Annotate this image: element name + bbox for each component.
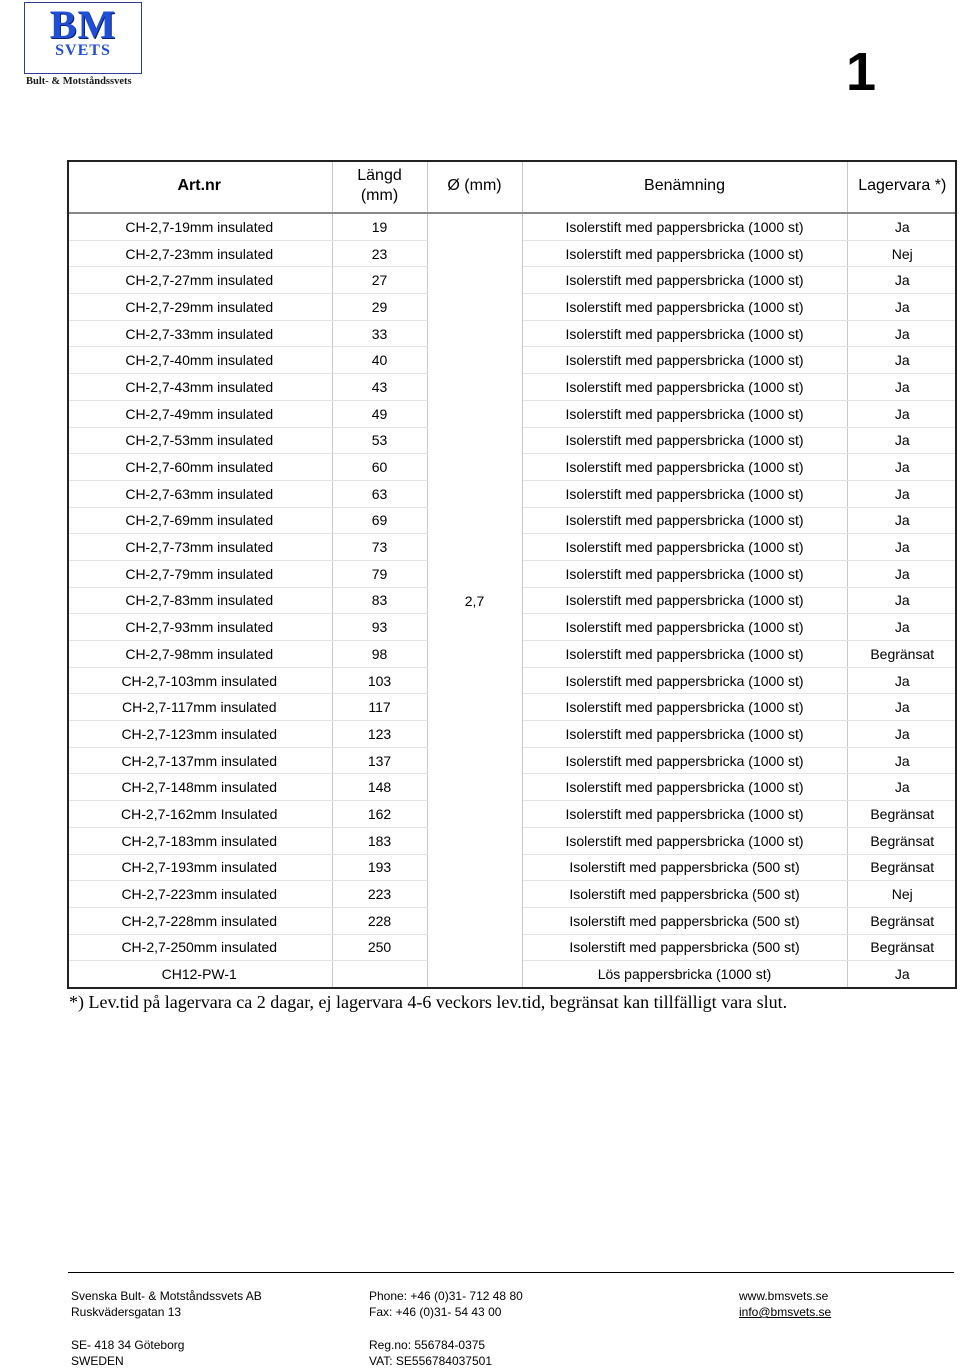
cell-art-nr: CH-2,7-228mm insulated	[67, 907, 332, 934]
cell-length: 93	[332, 614, 427, 641]
cell-name: Isolerstift med pappersbricka (1000 st)	[522, 427, 847, 454]
cell-art-nr: CH-2,7-69mm insulated	[67, 507, 332, 534]
cell-art-nr: CH-2,7-98mm insulated	[67, 641, 332, 668]
cell-art-nr: CH-2,7-53mm insulated	[67, 427, 332, 454]
cell-art-nr: CH-2,7-40mm insulated	[67, 347, 332, 374]
cell-art-nr: CH-2,7-83mm insulated	[67, 587, 332, 614]
footer-email-link[interactable]: info@bmsvets.se	[739, 1305, 832, 1319]
cell-name: Isolerstift med pappersbricka (1000 st)	[522, 641, 847, 668]
header-stock: Lagervara *)	[847, 160, 957, 213]
cell-art-nr: CH-2,7-250mm insulated	[67, 934, 332, 961]
logo-bm-text: BM	[49, 2, 117, 47]
cell-length: 49	[332, 400, 427, 427]
footer-vat: VAT: SE556784037501	[369, 1354, 492, 1368]
cell-stock: Ja	[847, 667, 957, 694]
cell-art-nr: CH-2,7-183mm insulated	[67, 827, 332, 854]
cell-stock: Ja	[847, 961, 957, 988]
cell-name: Isolerstift med pappersbricka (500 st)	[522, 934, 847, 961]
page-number: 1	[846, 42, 877, 102]
cell-art-nr: CH12-PW-1	[67, 961, 332, 988]
cell-name: Isolerstift med pappersbricka (1000 st)	[522, 240, 847, 267]
cell-length: 43	[332, 374, 427, 401]
cell-stock: Ja	[847, 347, 957, 374]
cell-stock: Ja	[847, 614, 957, 641]
header-diameter: Ø (mm)	[427, 160, 522, 213]
footer-phone: Phone: +46 (0)31- 712 48 80	[369, 1289, 523, 1303]
cell-stock: Begränsat	[847, 907, 957, 934]
cell-stock: Begränsat	[847, 641, 957, 668]
cell-name: Isolerstift med pappersbricka (1000 st)	[522, 454, 847, 481]
cell-name: Isolerstift med pappersbricka (500 st)	[522, 854, 847, 881]
cell-art-nr: CH-2,7-148mm insulated	[67, 774, 332, 801]
cell-name: Isolerstift med pappersbricka (1000 st)	[522, 507, 847, 534]
cell-art-nr: CH-2,7-29mm insulated	[67, 294, 332, 321]
header-art-nr: Art.nr	[67, 160, 332, 213]
cell-stock: Ja	[847, 400, 957, 427]
cell-length: 29	[332, 294, 427, 321]
logo-tagline: Bult- & Motståndssvets	[26, 76, 132, 87]
cell-name: Isolerstift med pappersbricka (1000 st)	[522, 480, 847, 507]
cell-stock: Ja	[847, 721, 957, 748]
cell-length: 53	[332, 427, 427, 454]
cell-name: Isolerstift med pappersbricka (1000 st)	[522, 347, 847, 374]
cell-length	[332, 961, 427, 988]
cell-name: Isolerstift med pappersbricka (500 st)	[522, 907, 847, 934]
cell-stock: Begränsat	[847, 801, 957, 828]
cell-name: Isolerstift med pappersbricka (1000 st)	[522, 747, 847, 774]
cell-art-nr: CH-2,7-162mm Insulated	[67, 801, 332, 828]
cell-name: Isolerstift med pappersbricka (1000 st)	[522, 801, 847, 828]
cell-length: 79	[332, 560, 427, 587]
cell-name: Isolerstift med pappersbricka (1000 st)	[522, 721, 847, 748]
cell-length: 250	[332, 934, 427, 961]
footer-website[interactable]: www.bmsvets.se	[739, 1289, 829, 1303]
footer-city: SE- 418 34 Göteborg	[71, 1338, 185, 1352]
cell-length: 69	[332, 507, 427, 534]
cell-length: 117	[332, 694, 427, 721]
header-length	[332, 160, 427, 213]
cell-name: Isolerstift med pappersbricka (1000 st)	[522, 560, 847, 587]
cell-art-nr: CH-2,7-63mm insulated	[67, 480, 332, 507]
cell-art-nr: CH-2,7-223mm insulated	[67, 881, 332, 908]
cell-art-nr: CH-2,7-79mm insulated	[67, 560, 332, 587]
cell-stock: Ja	[847, 507, 957, 534]
footer-divider	[68, 1272, 954, 1273]
cell-art-nr: CH-2,7-33mm insulated	[67, 320, 332, 347]
cell-length: 103	[332, 667, 427, 694]
footer-country: SWEDEN	[71, 1354, 124, 1368]
cell-length: 23	[332, 240, 427, 267]
cell-art-nr: CH-2,7-93mm insulated	[67, 614, 332, 641]
cell-name: Isolerstift med pappersbricka (1000 st)	[522, 614, 847, 641]
cell-art-nr: CH-2,7-19mm insulated	[67, 213, 332, 240]
cell-art-nr: CH-2,7-49mm insulated	[67, 400, 332, 427]
cell-name: Isolerstift med pappersbricka (1000 st)	[522, 213, 847, 240]
cell-name: Isolerstift med pappersbricka (1000 st)	[522, 667, 847, 694]
cell-art-nr: CH-2,7-43mm insulated	[67, 374, 332, 401]
cell-art-nr: CH-2,7-27mm insulated	[67, 267, 332, 294]
footnote: *) Lev.tid på lagervara ca 2 dagar, ej lagervara 4-6 veckors lev.tid, begränsat kan tillfälligt vara slut.	[69, 992, 788, 1012]
cell-stock: Ja	[847, 427, 957, 454]
cell-length: 228	[332, 907, 427, 934]
footer-company: Svenska Bult- & Motståndssvets AB	[71, 1289, 262, 1303]
cell-name: Isolerstift med pappersbricka (1000 st)	[522, 774, 847, 801]
cell-stock: Begränsat	[847, 854, 957, 881]
company-logo	[24, 2, 142, 74]
cell-stock: Ja	[847, 480, 957, 507]
cell-stock: Begränsat	[847, 934, 957, 961]
cell-art-nr: CH-2,7-193mm insulated	[67, 854, 332, 881]
cell-length: 98	[332, 641, 427, 668]
cell-length: 137	[332, 747, 427, 774]
cell-name: Isolerstift med pappersbricka (1000 st)	[522, 587, 847, 614]
footer-street: Ruskvädersgatan 13	[71, 1305, 182, 1319]
cell-name: Isolerstift med pappersbricka (1000 st)	[522, 374, 847, 401]
cell-stock: Ja	[847, 374, 957, 401]
logo-svets-text: SVETS	[55, 42, 111, 59]
footer-regno: Reg.no: 556784-0375	[369, 1338, 486, 1352]
cell-stock: Begränsat	[847, 827, 957, 854]
footer-fax: Fax: +46 (0)31- 54 43 00	[369, 1305, 502, 1319]
cell-diameter: 2,7	[427, 213, 522, 987]
header-length-text: Längd (mm)	[357, 167, 402, 204]
cell-name: Isolerstift med pappersbricka (1000 st)	[522, 534, 847, 561]
cell-length: 193	[332, 854, 427, 881]
cell-length: 33	[332, 320, 427, 347]
cell-length: 60	[332, 454, 427, 481]
cell-length: 73	[332, 534, 427, 561]
cell-length: 162	[332, 801, 427, 828]
header-name: Benämning	[522, 160, 847, 213]
cell-stock: Nej	[847, 881, 957, 908]
table-row	[67, 213, 957, 240]
cell-length: 19	[332, 213, 427, 240]
cell-stock: Ja	[847, 560, 957, 587]
cell-name: Isolerstift med pappersbricka (1000 st)	[522, 400, 847, 427]
cell-name: Lös pappersbricka (1000 st)	[522, 961, 847, 988]
cell-name: Isolerstift med pappersbricka (500 st)	[522, 881, 847, 908]
product-table	[67, 160, 957, 988]
cell-stock: Ja	[847, 294, 957, 321]
cell-stock: Ja	[847, 587, 957, 614]
cell-name: Isolerstift med pappersbricka (1000 st)	[522, 827, 847, 854]
cell-length: 63	[332, 480, 427, 507]
cell-stock: Ja	[847, 534, 957, 561]
cell-stock: Ja	[847, 774, 957, 801]
cell-name: Isolerstift med pappersbricka (1000 st)	[522, 267, 847, 294]
cell-stock: Ja	[847, 267, 957, 294]
cell-art-nr: CH-2,7-23mm insulated	[67, 240, 332, 267]
cell-art-nr: CH-2,7-103mm insulated	[67, 667, 332, 694]
cell-art-nr: CH-2,7-117mm insulated	[67, 694, 332, 721]
cell-length: 83	[332, 587, 427, 614]
cell-name: Isolerstift med pappersbricka (1000 st)	[522, 694, 847, 721]
cell-stock: Nej	[847, 240, 957, 267]
cell-stock: Ja	[847, 454, 957, 481]
cell-art-nr: CH-2,7-60mm insulated	[67, 454, 332, 481]
cell-stock: Ja	[847, 213, 957, 240]
cell-stock: Ja	[847, 747, 957, 774]
cell-stock: Ja	[847, 694, 957, 721]
table-header-row	[67, 160, 957, 213]
cell-stock: Ja	[847, 320, 957, 347]
cell-length: 183	[332, 827, 427, 854]
cell-length: 223	[332, 881, 427, 908]
cell-art-nr: CH-2,7-73mm insulated	[67, 534, 332, 561]
cell-art-nr: CH-2,7-137mm insulated	[67, 747, 332, 774]
cell-name: Isolerstift med pappersbricka (1000 st)	[522, 320, 847, 347]
cell-length: 27	[332, 267, 427, 294]
cell-length: 148	[332, 774, 427, 801]
cell-name: Isolerstift med pappersbricka (1000 st)	[522, 294, 847, 321]
cell-length: 123	[332, 721, 427, 748]
cell-art-nr: CH-2,7-123mm insulated	[67, 721, 332, 748]
cell-length: 40	[332, 347, 427, 374]
